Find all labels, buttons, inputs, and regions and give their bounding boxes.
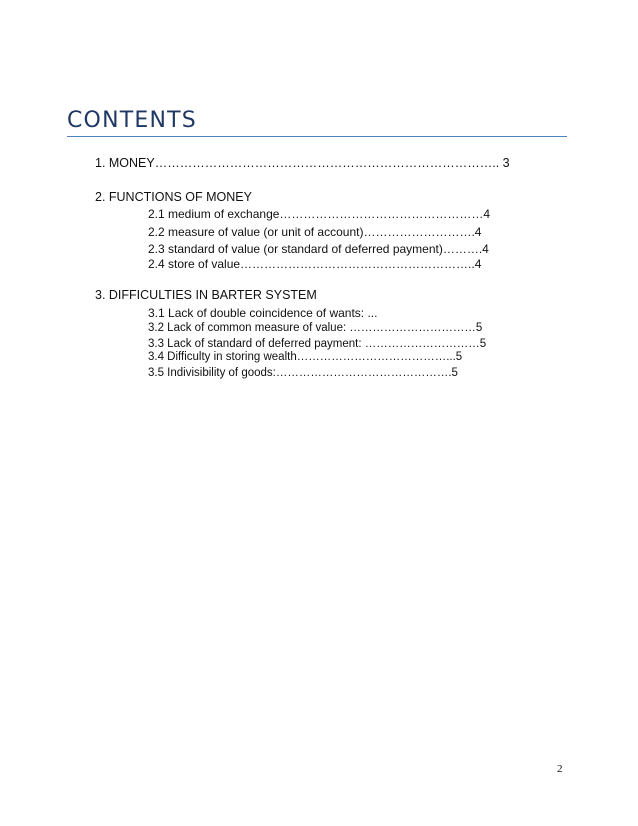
toc-entry-difficulties-in-barter: 3. DIFFICULTIES IN BARTER SYSTEM bbox=[95, 288, 317, 302]
toc-subentry-common-measure: 3.2 Lack of common measure of value: ……………………………5 bbox=[148, 322, 483, 334]
toc-subentry-store-of-value: 2.4 store of value…………………………………………………..4 bbox=[148, 257, 482, 271]
toc-subentry-medium-of-exchange: 2.1 medium of exchange……………………………………………4 bbox=[148, 207, 491, 221]
toc-subentry-double-coincidence: 3.1 Lack of double coincidence of wants: ... bbox=[148, 306, 378, 320]
toc-entry-money: 1. MONEY……………………………………………………………………….. 3 bbox=[95, 156, 510, 170]
toc-subentry-measure-of-value: 2.2 measure of value (or unit of account)……………………….4 bbox=[148, 225, 482, 239]
heading-rule bbox=[67, 136, 567, 137]
toc-subentry-standard-of-value: 2.3 standard of value (or standard of deferred payment)……….4 bbox=[148, 242, 489, 256]
contents-heading: CONTENTS bbox=[67, 108, 197, 133]
toc-subentry-deferred-payment: 3.3 Lack of standard of deferred payment: …………………………5 bbox=[148, 338, 487, 350]
toc-subentry-storing-wealth: 3.4 Difficulty in storing wealth…………………………………...5 bbox=[148, 351, 463, 363]
toc-subentry-indivisibility: 3.5 Indivisibility of goods:……………………………………….5 bbox=[148, 367, 458, 379]
page-number: 2 bbox=[557, 763, 563, 775]
toc-entry-functions-of-money: 2. FUNCTIONS OF MONEY bbox=[95, 190, 252, 204]
